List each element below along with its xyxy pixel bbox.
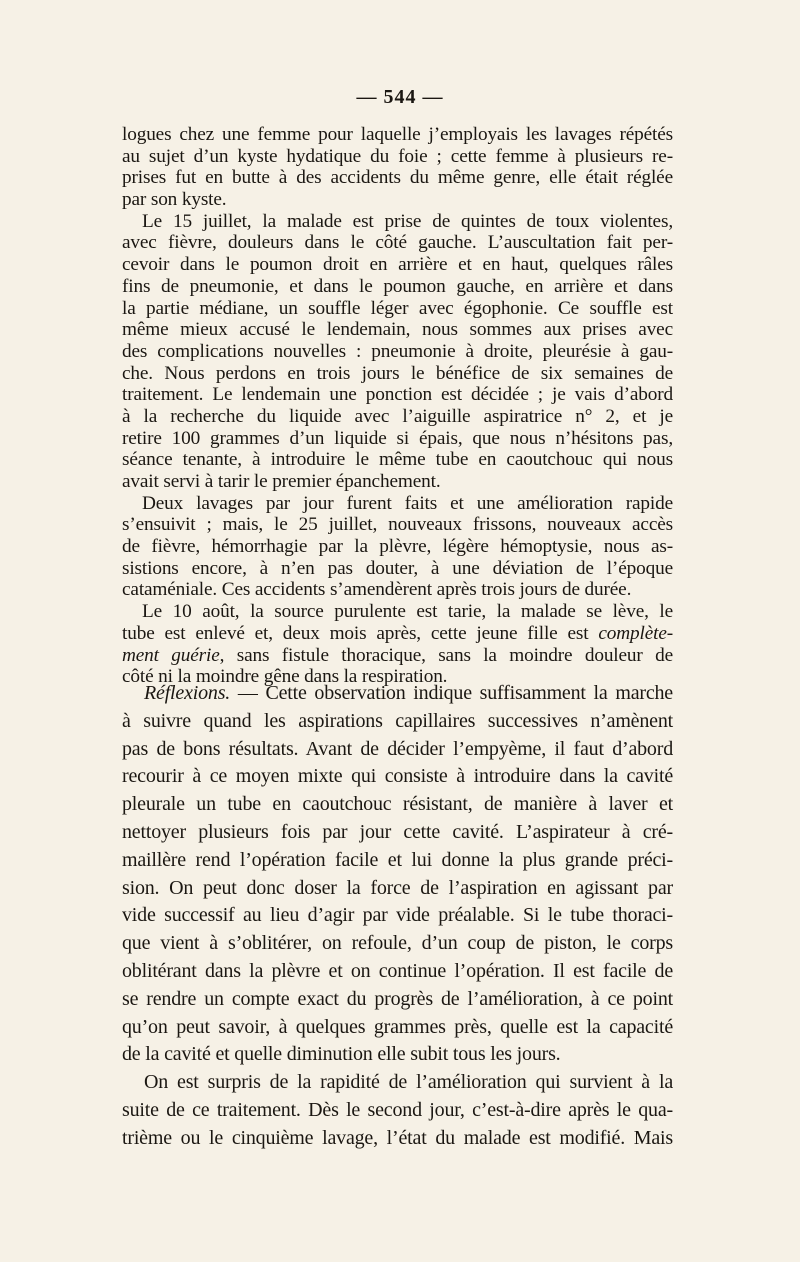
text-line: pleurale un tube en caoutchouc résistant, de manière à laver et — [122, 793, 673, 816]
text-line: à la recherche du liquide avec l’aiguille aspiratrice n° 2, et je — [122, 405, 673, 427]
text-line: che. Nous perdons en trois jours le bénéfice de six semaines de — [122, 362, 673, 384]
text-line: Réflexions. — Cette observation indique suffisamment la marche — [144, 682, 673, 704]
text-line: séance tenante, à introduire le même tube en caoutchouc qui nous — [122, 449, 673, 471]
text-line: des complications nouvelles : pneumonie à droite, pleurésie à gau- — [122, 340, 673, 362]
text-line: à suivre quand les aspirations capillaires successives n’amènent — [122, 709, 673, 732]
page-number: — 544 — — [356, 86, 444, 108]
text-line: avec fièvre, douleurs dans le côté gauche. L’auscultation fait per- — [122, 232, 673, 254]
text-line: cevoir dans le poumon droit en arrière et en haut, quelques râles — [122, 254, 673, 276]
text-line: pas de bons résultats. Avant de décider l’empyème, il faut d’abord — [122, 737, 673, 760]
text-line: sion. On peut donc doser la force de l’aspiration en agissant par — [122, 876, 673, 899]
text-line: sistions encore, à n’en pas douter, à une déviation de l’époque — [122, 557, 673, 579]
text-line: avait servi à tarir le premier épanchement. — [122, 471, 441, 492]
text-line: retire 100 grammes d’un liquide si épais, que nous n’hésitons pas, — [122, 427, 673, 449]
text-line: de fièvre, hémorrhagie par la plèvre, légère hémoptysie, nous as- — [122, 536, 673, 558]
reflexions-text — [122, 680, 673, 1153]
text-line: prises fut en butte à des accidents du même genre, elle était réglée — [122, 167, 673, 189]
text-line: trième ou le cinquième lavage, l’état du malade est modifié. Mais — [122, 1126, 673, 1149]
text-line: Le 15 juillet, la malade est prise de quintes de toux violentes, — [142, 210, 673, 232]
text-line: par son kyste. — [122, 189, 227, 211]
text-line: se rendre un compte exact du progrès de l’amélioration, à ce point — [122, 987, 673, 1010]
text-line: au sujet d’un kyste hydatique du foie ; cette femme à plusieurs re- — [122, 145, 673, 167]
text-line: que vient à s’oblitérer, on refoule, d’un coup de piston, le corps — [122, 932, 673, 955]
text-line: nettoyer plusieurs fois par jour cette cavité. L’aspirateur à cré- — [122, 820, 673, 843]
text-line: On est surpris de la rapidité de l’amélioration qui survient à la — [144, 1071, 673, 1094]
text-line: oblitérant dans la plèvre et on continue l’opération. Il est facile de — [122, 959, 673, 982]
text-line: la partie médiane, un souffle léger avec égophonie. Ce souffle est — [122, 297, 673, 319]
text-line: Deux lavages par jour furent faits et une amélioration rapide — [142, 492, 673, 514]
text-line: de la cavité et quelle diminution elle subit tous les jours. — [122, 1043, 561, 1066]
text-line: qu’on peut savoir, à quelques grammes près, quelle est la capacité — [122, 1015, 673, 1038]
text-line: tube est enlevé et, deux mois après, cette jeune fille est complète- — [122, 622, 673, 644]
text-line: recourir à ce moyen mixte qui consiste à introduire dans la cavité — [122, 765, 673, 788]
text-line: côté ni la moindre gêne dans la respiration. — [122, 666, 448, 688]
text-line: ment guérie, sans fistule thoracique, sans la moindre douleur de — [122, 644, 673, 666]
text-line: maillère rend l’opération facile et lui donne la plus grande préci- — [122, 848, 673, 871]
text-line: traitement. Le lendemain une ponction est décidée ; je vais d’abord — [122, 384, 673, 406]
text-line: s’ensuivit ; mais, le 25 juillet, nouveaux frissons, nouveaux accès — [122, 514, 673, 536]
text-line: suite de ce traitement. Dès le second jour, c’est-à-dire après le qua- — [122, 1098, 673, 1121]
text-line: cataméniale. Ces accidents s’amendèrent après trois jours de durée. — [122, 579, 632, 601]
text-line: Le 10 août, la source purulente est tarie, la malade se lève, le — [142, 601, 673, 623]
case-report-text — [122, 124, 673, 688]
text-line: même mieux accusé le lendemain, nous sommes aux prises avec — [122, 319, 673, 341]
text-line: vide successif au lieu d’agir par vide préalable. Si le tube thoraci- — [122, 904, 673, 927]
text-line: fins de pneumonie, et dans le poumon gauche, en arrière et dans — [122, 275, 673, 297]
text-line: logues chez une femme pour laquelle j’employais les lavages répétés — [122, 124, 673, 145]
